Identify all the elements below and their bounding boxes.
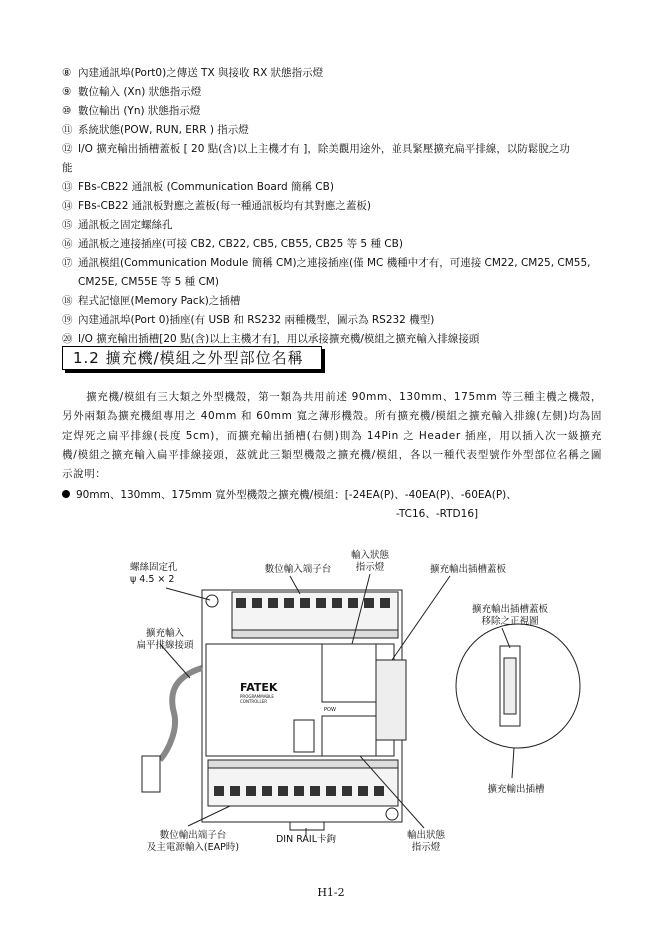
- list-item-text: 數位輸出 (Yn) 狀態指示燈: [78, 105, 201, 117]
- list-item-text: 數位輸入 (Xn) 狀態指示燈: [78, 86, 202, 98]
- bullet-item: [62, 486, 602, 524]
- label-output-cover: 擴充輸出插槽蓋板: [429, 564, 506, 575]
- label-output-status: 輸出狀態 指示燈: [406, 830, 445, 853]
- section-title: 1.2 擴充機/模組之外型部位名稱: [73, 349, 304, 367]
- body-paragraph: [62, 388, 602, 484]
- list-item-text: I/O 擴充輸出插槽蓋板 [ 20 點(含)以上主機才有 ]，除美觀用途外，並具緊壓擴充扁平排線，以防鬆脫之功: [78, 143, 570, 155]
- top-terminal-block: [232, 592, 398, 630]
- label-input-status: 輸入狀態 指示燈: [350, 550, 389, 573]
- list-item-text: 通訊板之連接插座(可接 CB2, CB22, CB5, CB55, CB25 等 5 種 CB): [78, 238, 403, 250]
- label-din-rail: DIN RAIL卡鉤: [275, 834, 337, 845]
- label-output-slot: 擴充輸出插槽: [487, 784, 545, 795]
- list-item-number: ⑧: [62, 67, 72, 79]
- expansion-slot-cover: [376, 660, 406, 740]
- bullet-line-2: -TC16、-RTD16]: [396, 508, 479, 520]
- list-item: [62, 83, 602, 102]
- list-item-number: ⑩: [62, 105, 72, 117]
- list-item: [62, 102, 602, 121]
- brand-logo: FATEK: [240, 681, 278, 694]
- list-item: [62, 121, 602, 140]
- list-item-text: FBs-CB22 通訊板 (Communication Board 簡稱 CB): [78, 181, 334, 193]
- list-item: [62, 140, 602, 159]
- list-item-continuation: CM25E, CM55E 等 5 種 CM): [78, 276, 219, 288]
- list-item-number: ⑬: [62, 181, 73, 193]
- brand-subtitle: PROGRAMMABLE CONTROLLER: [240, 694, 274, 704]
- list-item-text: 通訊模組(Communication Module 簡稱 CM)之連接插座(僅 MC 機種中才有，可連接 CM22, CM25, CM55,: [78, 257, 591, 269]
- list-item-number: ⑮: [62, 219, 73, 231]
- page-number: H1-2: [317, 886, 345, 899]
- body-paragraph-text: 擴充機/模組有三大類之外型機殼，第一類為共用前述 90mm、130mm、175mm 等三種主機之機殼，另外兩類為擴充機組專用之 40mm 和 60mm 寬之薄形機殼。所有擴充機/模組之擴充輸入排線(左側)均為固定焊死之扁平排線(長度 5cm)，而擴充輸出插槽(右側)則為 14Pin 之 Header 插座，用以插入次一級擴充機/模組之擴充輸入扁平排線接頭，茲就此三類型機殼之擴充機/模組，各以一種代表型號作外型部位名稱之圖示說明：: [62, 391, 602, 481]
- list-item-number: ⑰: [62, 257, 73, 269]
- list-item-number: ⑪: [62, 124, 73, 136]
- list-item-text: FBs-CB22 通訊板對應之蓋板(每一種通訊板均有其對應之蓋板): [78, 200, 371, 212]
- list-item: [62, 197, 602, 216]
- expansion-unit-diagram: [130, 548, 600, 858]
- list-item-number: ⑭: [62, 200, 73, 212]
- label-cover-removed: 擴充輸出插槽蓋板 移除之正視圖: [471, 604, 548, 627]
- ribbon-cable: [160, 668, 202, 760]
- section-header-box: [62, 346, 322, 370]
- numbered-parts-list: [62, 64, 602, 349]
- list-item: [62, 311, 602, 330]
- expansion-unit-drawing: [130, 548, 600, 858]
- label-input-terminal: 數位輸入端子台: [264, 564, 332, 575]
- list-item: [62, 235, 602, 254]
- list-item-text: I/O 擴充輸出插槽[20 點(含)以上主機才有]，用以承接擴充機/模組之擴充輸入排線接頭: [78, 333, 480, 345]
- pow-label: POW: [324, 707, 336, 713]
- list-item-text: 內建通訊埠(Port 0)插座(有 USB 和 RS232 兩種機型，圖示為 RS232 機型): [78, 314, 435, 326]
- list-item-continuation: 能: [62, 162, 73, 174]
- list-item-number: ⑱: [62, 295, 73, 307]
- label-screw-hole: 螺絲固定孔 ψ 4.5 × 2: [130, 562, 178, 585]
- ribbon-connector: [142, 756, 160, 792]
- list-item: [62, 254, 602, 273]
- bullet-dot-icon: [62, 490, 70, 498]
- list-item-text: 程式記憶匣(Memory Pack)之插槽: [78, 295, 241, 307]
- list-item: [62, 216, 602, 235]
- label-ribbon: 擴充輸入 扁平排線接頭: [136, 628, 194, 651]
- list-item-number: ⑳: [62, 333, 73, 345]
- list-item-number: ⑨: [62, 86, 72, 98]
- din-rail-hook: [290, 822, 324, 830]
- list-item: [62, 178, 602, 197]
- list-item-number: ⑯: [62, 238, 73, 250]
- list-item: [62, 64, 602, 83]
- list-item-number: ⑫: [62, 143, 73, 155]
- list-item: [62, 292, 602, 311]
- bullet-line-1: 90mm、130mm、175mm 寬外型機殼之擴充機/模組：[-24EA(P)、-40EA(P)、-60EA(P)、: [76, 489, 517, 501]
- list-item-text: 通訊板之固定螺絲孔: [78, 219, 173, 231]
- list-item-text: 系統狀態(POW, RUN, ERR ) 指示燈: [78, 124, 249, 136]
- list-item-number: ⑲: [62, 314, 73, 326]
- top-terminal-labels: [232, 630, 398, 638]
- label-output-terminal: 數位輸出端子台 及主電源輸入(EAP時): [146, 830, 240, 853]
- list-item-text: 內建通訊埠(Port0)之傳送 TX 與接收 RX 狀態指示燈: [78, 67, 324, 79]
